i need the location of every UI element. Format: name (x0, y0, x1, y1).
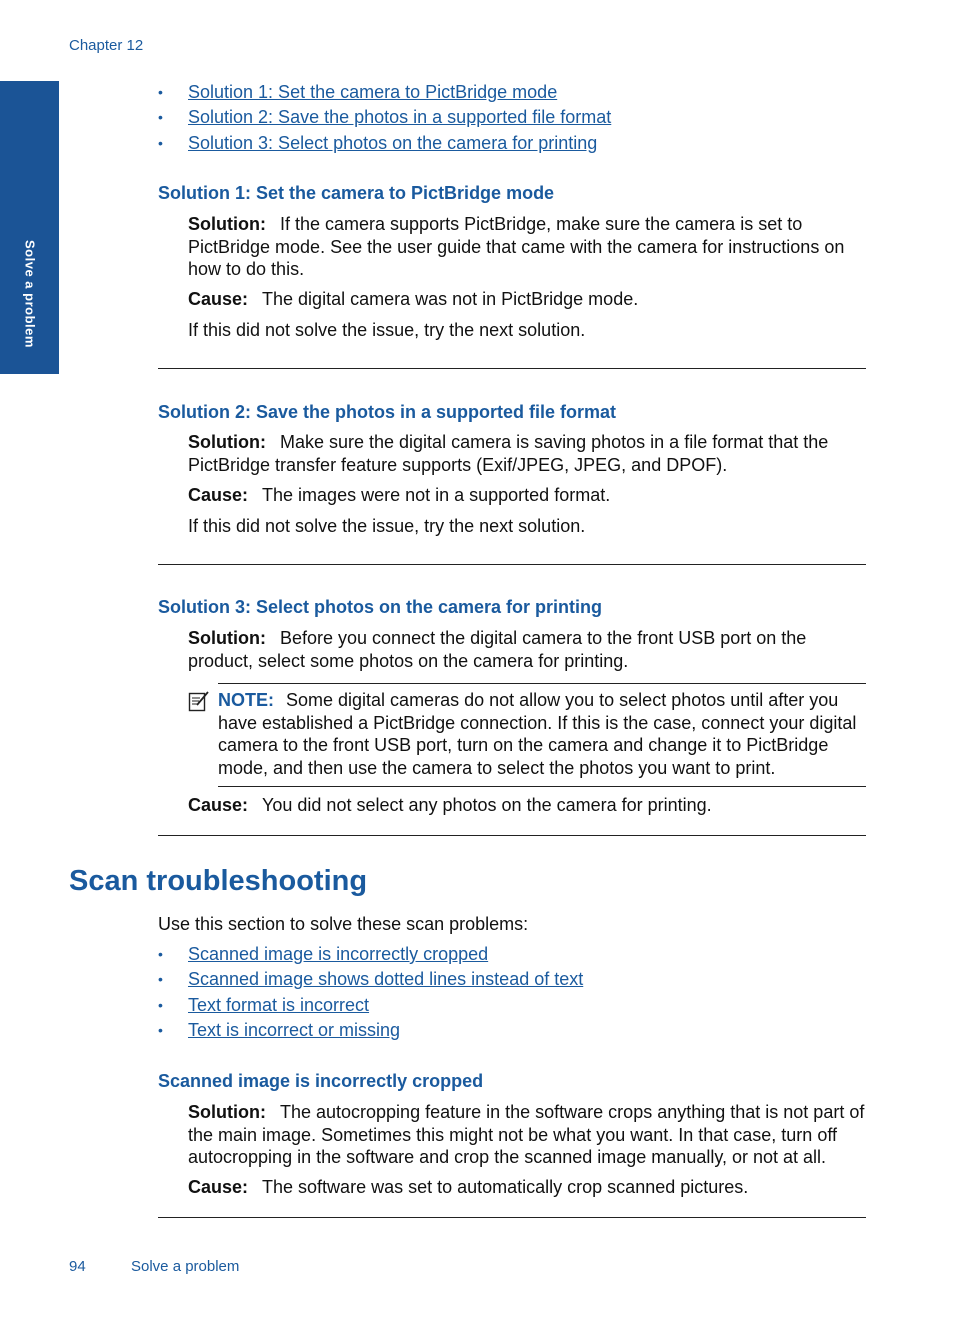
divider (158, 1217, 866, 1218)
side-tab-label: Solve a problem (22, 240, 38, 348)
cause-label: Cause: (188, 795, 249, 815)
solution-body: Before you connect the digital camera to the front USB port on the product, select some photos on the camera for printing. (188, 628, 807, 671)
solution-1-text (188, 213, 870, 281)
bullet: • (158, 946, 163, 962)
bullet: • (158, 134, 163, 151)
solution-body: Make sure the digital camera is saving photos in a file format that the PictBridge transfer feature supports (Exif/JPEG, JPEG, and DPOF). (188, 432, 829, 475)
footer-section: Solve a problem (131, 1258, 240, 1275)
scan-intro: Use this section to solve these scan problems: (158, 914, 529, 934)
link-text-missing[interactable]: Text is incorrect or missing (188, 1019, 401, 1040)
note-label: NOTE: (218, 690, 274, 710)
scan-cropped-solution (188, 1101, 870, 1169)
solution-3-cause (188, 794, 870, 817)
cause-label: Cause: (188, 289, 249, 309)
divider (158, 835, 866, 836)
solution-2-text (188, 431, 870, 476)
bullet: • (158, 996, 163, 1013)
link-solution-2[interactable]: Solution 2: Save the photos in a supported file format (188, 107, 612, 128)
solution-2-next: If this did not solve the issue, try the next solution. (188, 516, 586, 536)
solution-label: Solution: (188, 214, 266, 234)
solution-label: Solution: (188, 1102, 266, 1122)
bullet: • (158, 971, 163, 988)
note-body: Some digital cameras do not allow you to select photos until after you have established a PictBridge connection. If this is the case, connect your digital camera to the front USB port, turn on the camera and change it to PictBridge mode, and then use the camera to select the photos you want to print. (218, 690, 857, 778)
cause-body: The software was set to automatically crop scanned pictures. (262, 1177, 749, 1197)
link-scan-dotted-lines[interactable]: Scanned image shows dotted lines instead of text (188, 969, 584, 990)
note-text (218, 689, 870, 779)
section-title: Scan troubleshooting (69, 865, 368, 897)
link-solution-1[interactable]: Solution 1: Set the camera to PictBridge mode (188, 82, 558, 102)
solution-2-heading: Solution 2: Save the photos in a supported file format (158, 402, 617, 422)
cause-body: The images were not in a supported format. (262, 485, 611, 505)
link-solution-3[interactable]: Solution 3: Select photos on the camera for printing (188, 132, 598, 153)
bullet: • (158, 1021, 163, 1038)
cause-body: You did not select any photos on the camera for printing. (262, 795, 712, 815)
link-text-format[interactable]: Text format is incorrect (188, 994, 370, 1015)
solution-body: If the camera supports PictBridge, make sure the camera is set to PictBridge mode. See the user guide that came with the camera for instructions on how to do this. (188, 214, 845, 279)
note-icon (188, 690, 210, 712)
solution-label: Solution: (188, 628, 266, 648)
divider (158, 368, 866, 369)
solution-1-heading: Solution 1: Set the camera to PictBridge mode (158, 183, 555, 203)
cause-label: Cause: (188, 485, 249, 505)
chapter-label: Chapter 12 (69, 37, 144, 54)
link-scan-cropped[interactable]: Scanned image is incorrectly cropped (188, 944, 489, 964)
bullet: • (158, 109, 163, 126)
solution-body: The autocropping feature in the software crops anything that is not part of the main image. Sometimes this might not be what you want. In that case, turn off autocropping in the software and crop the scanned image manually, or not at all. (188, 1102, 865, 1167)
solution-1-next: If this did not solve the issue, try the next solution. (188, 320, 586, 340)
cause-label: Cause: (188, 1177, 249, 1197)
scan-cropped-cause (188, 1176, 870, 1199)
note-bottom-rule (218, 786, 866, 787)
solution-3-text (188, 627, 870, 672)
cause-body: The digital camera was not in PictBridge mode. (262, 289, 639, 309)
page-number: 94 (69, 1258, 86, 1275)
solution-3-heading: Solution 3: Select photos on the camera for printing (158, 597, 603, 617)
solution-1-cause (188, 288, 870, 311)
divider (158, 564, 866, 565)
scan-cropped-heading: Scanned image is incorrectly cropped (158, 1071, 484, 1091)
bullet: • (158, 84, 163, 100)
solution-2-cause (188, 484, 870, 507)
solution-label: Solution: (188, 432, 266, 452)
note-top-rule (218, 683, 866, 684)
